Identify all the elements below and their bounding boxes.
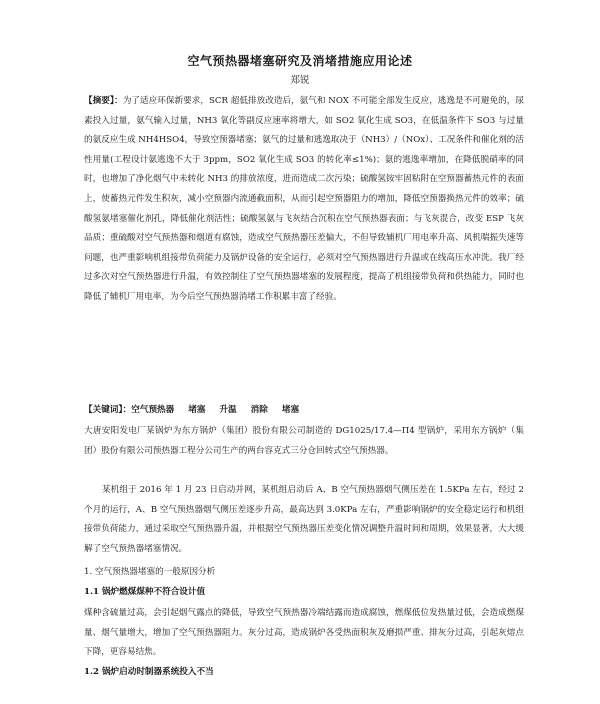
paper-title: 空气预热器堵塞研究及消堵措施应用论述 [187, 54, 413, 68]
keywords-section [84, 401, 524, 421]
keyword-item: 升温 [219, 405, 237, 415]
section-heading: 1. 空气预热器堵塞的一般原因分析 [84, 567, 216, 577]
body-paragraph: 某机组于 2016 年 1 月 23 日启动并网，某机组启动后 A、B 空气预热器烟气侧压差在 1.5KPa 左右，经过 2 个月的运行，A、B 空气预热器烟气侧压差逐步升高，最高达到 3.0KPa 左右，严重影响锅炉的安全稳定运行和机组接带负荷能力，通过采取空气预热器升温，并根据空气预热器压差变化情况调整升温时间和周期，效果显著，大大缓解了空气预热器堵塞情况。 [84, 485, 524, 554]
subsection-heading: 1.1 锅炉燃煤煤种不符合设计值 [84, 587, 206, 597]
keyword-item: 空气预热器 [131, 405, 175, 415]
keywords-label: 【关键词】： [84, 405, 132, 415]
keyword-item: 消除 [250, 405, 268, 415]
keyword-item: 堵塞 [281, 405, 300, 415]
body-paragraph: 大唐安阳发电厂某锅炉为东方锅炉（集团）股份有限公司制造的 DG1025/17.4—Π4 型锅炉，采用东方锅炉（集团）股份有限公司预热器工程分公司生产的两台容克式三分仓回转式空气预热器。 [84, 426, 524, 456]
keyword-item: 堵塞 [188, 405, 206, 415]
paper-author: 郑锐 [290, 75, 310, 86]
abstract-label: 【摘要】： [84, 96, 123, 106]
abstract-text: 为了适应环保新要求，SCR 超低排放改造后，氨气和 NOX 不可能全部发生反应，逃逸是不可避免的，尿素投入过量，氨气输入过量，NH3 氧化等副反应速率将增大，如 SO2 氧化生成 SO3，在低温条件下 SO3 与过量的氨反应生成 NH4HSO4，导致空预器堵塞；氨气的过量和逃逸取决于（NH3）/（NOx）、工况条件和催化剂的活性用量(工程设计氨逃逸不大于 3ppm，SO2 氧化生成 SO3 的转化率≤1%)；氨的逃逸率增加，在降低脱硝率的同时，也增加了净化烟气中未转化 NH3 的排放浓度，进而造成二次污染；硫酸氢铵牢固粘附在空预器蓄热元件的表面上，使蓄热元件发生积灰，减小空预器内流通截面积，从而引起空预器阻力的增加，降低空预器换热元件的效率；硫酸氢氨堵塞催化剂孔，降低催化剂活性；硫酸氢氨与飞灰结合沉积在空气预热器表面；与飞灰混合，改变 ESP 飞灰品质；重硫酸对空气预热器和烟道有腐蚀，造成空气预热器压差偏大，不但导致辅机厂用电率升高、风机喘振失速等问题，也严重影响机组接带负荷能力及锅炉设备的安全运行，必须对空气预热器进行升温或在线高压水冲洗。我厂经过多次对空气预热器进行升温，有效控制住了空气预热器堵塞的发展程度，提高了机组接带负荷和供热能力，同时也降低了辅机厂用电率，为今后空气预热器消堵工作积累丰富了经验。 [84, 96, 524, 302]
abstract-section [84, 92, 524, 308]
body-paragraph: 煤种含硫量过高，会引起烟气露点的降低，导致空气预热器冷端结露而造成腐蚀，燃煤低位发热量过低，会造成燃煤量、烟气量增大，增加了空气预热器阻力。灰分过高，造成锅炉各受热面积灰及磨损严重、排灰分过高，引起灰熔点下降，更容易结焦。 [84, 608, 524, 658]
subsection-heading: 1.2 锅炉启动时制器系统投入不当 [84, 667, 214, 677]
